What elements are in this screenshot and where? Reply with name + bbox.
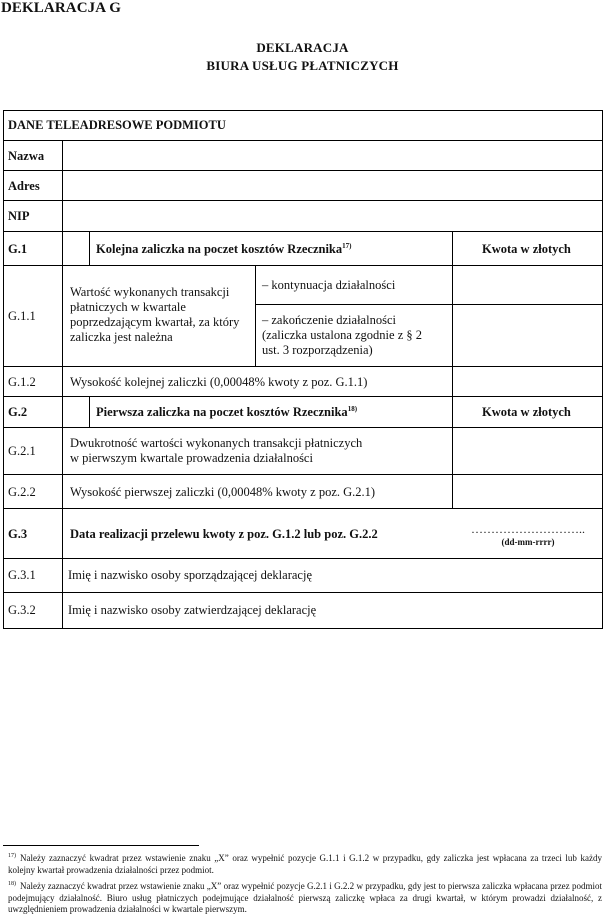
footnote-ref-18: 18) [347,404,358,413]
g3-date-dots: ……………………….. [471,522,585,536]
row-divider [3,508,603,509]
footnote-text: Należy zaznaczyć kwadrat przez wstawienie znaku „X” oraz wypełnić pozycje G.1.1 i G.1.2 w przypadku, gdy zaliczka jest wpłacana za trzeci lub każdy kolejny kwartał prowadzenia działalności przez podmiot. [8,853,602,875]
address-label: Adres [8,179,40,193]
g3-date-field[interactable] [455,522,601,554]
footnote-17 [8,853,602,876]
g31-preparer-field[interactable] [63,559,602,592]
footnote-18 [8,881,602,916]
g21-code: G.2.1 [8,444,36,458]
g11-option-closure-line: (zaliczka ustalona zgodnie z § 2 [262,328,422,342]
row-divider [3,231,603,232]
g21-desc-line: w pierwszym kwartale prowadzenia działalności [70,451,313,465]
document-title: DEKLARACJA [256,40,349,55]
g11-desc-line: zaliczka jest należna [70,330,173,344]
g12-desc: Wysokość kolejnej zaliczki (0,00048% kwoty z poz. G.1.1) [70,375,368,389]
g2-code: G.2 [8,405,28,419]
nip-field[interactable] [63,201,602,231]
g12-amount-field[interactable] [453,367,602,396]
footnote-number: 17) [8,853,16,859]
g22-amount-field[interactable] [453,475,602,508]
g21-amount-field[interactable] [453,428,602,474]
column-divider [89,231,90,265]
g11-desc-line: Wartość wykonanych transakcji [70,285,230,299]
g11-option-continuation: – kontynuacja działalności [262,278,396,292]
g11-desc-line: poprzedzającym kwartał, za który [70,315,240,329]
footnote-text: Należy zaznaczyć kwadrat przez wstawienie znaku „X” oraz wypełnić pozycje G.2.1 i G.2.2 w przypadku, gdy jest to pierwsza zaliczka wpłacana przez podmiot podejmujący działalność. Biuro usług płatniczych podejmujące działalność pierwszą zaliczkę wpłaca za drugi kwartał, w którym prowadzi działalność, z uwzględnieniem prowadzenia działalności w kwartale pierwszym. [8,881,602,914]
g11-closure-amount-field[interactable] [453,305,602,366]
g12-code: G.1.2 [8,375,36,389]
g11-desc-line: płatniczych w kwartale [70,300,186,314]
address-field[interactable] [63,171,602,200]
name-label: Nazwa [8,149,45,163]
g22-code: G.2.2 [8,485,36,499]
g1-title: Kolejna zaliczka na poczet kosztów Rzecznika$^{17)}$ [96,241,352,256]
footnote-separator [3,845,199,846]
amount-header-g2: Kwota w złotych [482,405,571,419]
footnote-number: 18) [8,881,16,887]
g1-checkbox[interactable] [63,232,89,265]
g31-desc: Imię i nazwisko osoby sporządzającej deklarację [68,568,312,582]
g22-desc: Wysokość pierwszej zaliczki (0,00048% kwoty z poz. G.2.1) [70,485,376,499]
footnote-ref-17: 17) [342,241,352,250]
g3-code: G.3 [8,527,28,541]
document-subtitle: BIURA USŁUG PŁATNICZYCH [206,58,399,73]
amount-header-g1: Kwota w złotych [482,242,571,256]
name-field[interactable] [63,141,602,170]
g31-code: G.3.1 [8,568,36,582]
g3-date-format: (dd-mm-rrrr) [501,537,555,547]
row-divider [3,396,603,397]
g32-approver-field[interactable] [63,593,602,627]
g11-continuation-amount-field[interactable] [453,266,602,304]
g11-code: G.1.1 [8,309,36,323]
column-divider [255,265,256,366]
document-code: DEKLARACJA G [1,0,121,16]
g32-desc: Imię i nazwisko osoby zatwierdzającej deklarację [68,603,317,617]
g1-code: G.1 [8,242,28,256]
g21-desc-line: Dwukrotność wartości wykonanych transakcji płatniczych [70,436,363,450]
nip-label: NIP [8,209,30,223]
g2-checkbox[interactable] [63,397,89,427]
g32-code: G.3.2 [8,603,36,617]
g3-title: Data realizacji przelewu kwoty z poz. G.1.2 lub poz. G.2.2 [70,527,378,541]
column-divider [89,396,90,427]
g11-option-closure-line: ust. 3 rozporządzenia) [262,343,373,357]
g11-option-closure-line: – zakończenie działalności [262,313,396,327]
g2-title: Pierwsza zaliczka na poczet kosztów Rzecznika$^{18)}$ [96,404,358,419]
section-header-contact: DANE TELEADRESOWE PODMIOTU [8,118,226,132]
